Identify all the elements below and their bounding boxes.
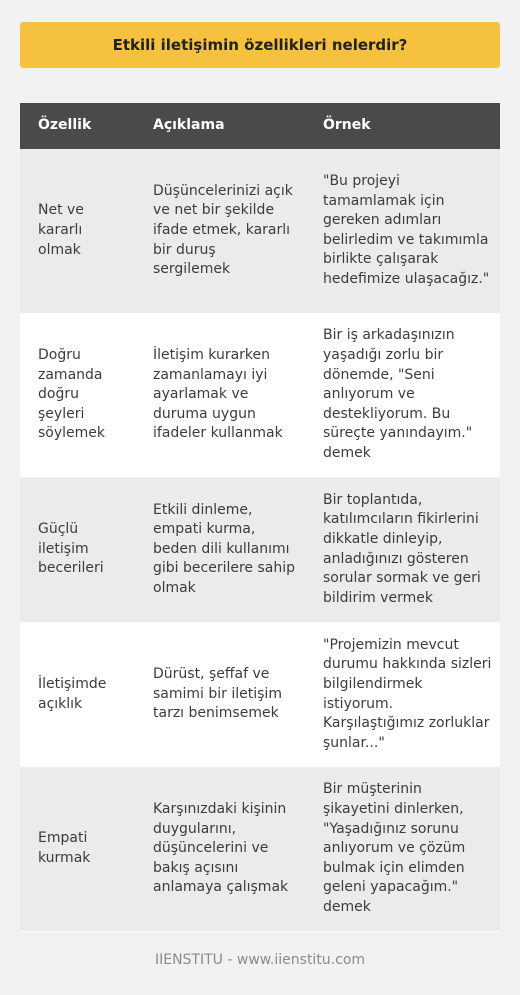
- table-header-row: [20, 103, 500, 149]
- table-row: [20, 149, 500, 313]
- feature-cell: İletişimde açıklık: [20, 622, 135, 767]
- description-cell: Karşınızdaki kişinin duygularını, düşüncelerini ve bakış açısını anlamaya çalışmak: [135, 767, 305, 931]
- feature-cell: Net ve kararlı olmak: [20, 149, 135, 313]
- features-table: [20, 103, 500, 932]
- feature-cell: Doğru zamanda doğru şeyleri söylemek: [20, 313, 135, 477]
- description-cell: İletişim kurarken zamanlamayı iyi ayarlamak ve duruma uygun ifadeler kullanmak: [135, 313, 305, 477]
- page-title-text: Etkili iletişimin özellikleri nelerdir?: [112, 36, 408, 54]
- header-description: Açıklama: [135, 103, 305, 149]
- table-row: [20, 477, 500, 622]
- footer-credit: IIENSTITU - www.iienstitu.com: [154, 952, 366, 968]
- table-row: [20, 767, 500, 931]
- feature-cell: Empati kurmak: [20, 767, 135, 931]
- feature-cell: Güçlü iletişim becerileri: [20, 477, 135, 622]
- table-row: [20, 622, 500, 767]
- description-cell: Düşüncelerinizi açık ve net bir şekilde ifade etmek, kararlı bir duruş sergilemek: [135, 149, 305, 313]
- description-cell: Dürüst, şeffaf ve samimi bir iletişim tarzı benimsemek: [135, 622, 305, 767]
- table-row: [20, 313, 500, 477]
- example-cell: "Bu projeyi tamamlamak için gereken adımları belirledim ve takımımla birlikte çalışarak hedefimize ulaşacağız.": [305, 149, 500, 313]
- page-title: [20, 22, 500, 68]
- header-feature: Özellik: [20, 103, 135, 149]
- example-cell: Bir toplantıda, katılımcıların fikirlerini dikkatle dinleyip, anladığınızı gösteren sorular sormak ve geri bildirim vermek: [305, 477, 500, 622]
- example-cell: Bir müşterinin şikayetini dinlerken, "Yaşadığınız sorunu anlıyorum ve çözüm bulmak için elimden geleni yapacağım." demek: [305, 767, 500, 931]
- description-cell: Etkili dinleme, empati kurma, beden dili kullanımı gibi becerilere sahip olmak: [135, 477, 305, 622]
- example-cell: "Projemizin mevcut durumu hakkında sizleri bilgilendirmek istiyorum. Karşılaştığımız zorluklar şunlar...": [305, 622, 500, 767]
- header-example: Örnek: [305, 103, 500, 149]
- example-cell: Bir iş arkadaşınızın yaşadığı zorlu bir dönemde, "Seni anlıyorum ve destekliyorum. Bu süreçte yanındayım." demek: [305, 313, 500, 477]
